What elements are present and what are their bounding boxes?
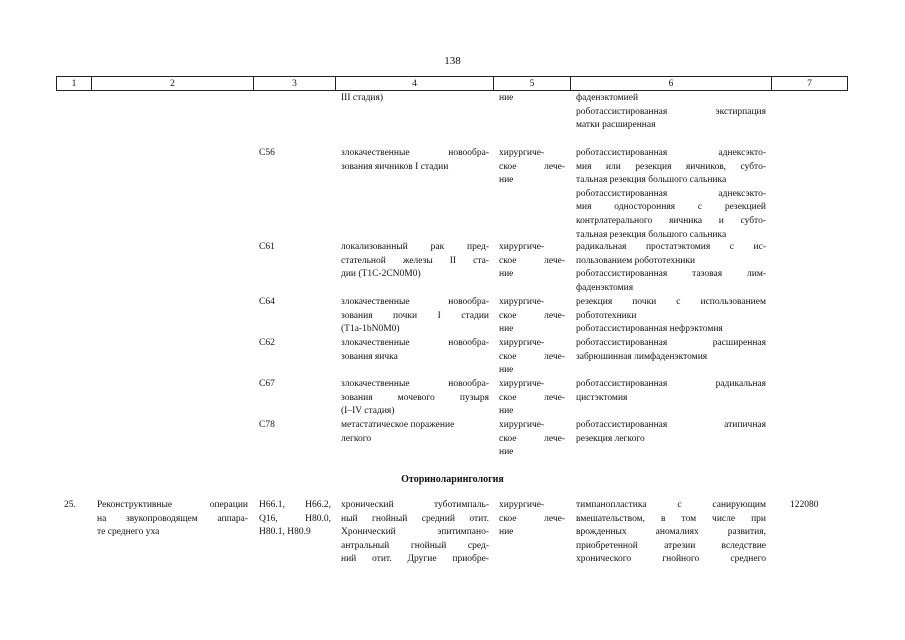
method-line: роботассистированная радикальная bbox=[576, 379, 766, 389]
col-number-7: 7 bbox=[807, 79, 812, 89]
diagnosis-line: зования мочевого пузыря bbox=[341, 392, 489, 403]
diagnosis-line: Хронический эпитимпано- bbox=[341, 527, 489, 538]
treatment-line: хирургиче- bbox=[499, 242, 545, 252]
table-row-code: C64 bbox=[259, 297, 275, 307]
table-row-continuation-treatment bbox=[499, 92, 565, 106]
diagnosis-line: зования почки I стадии bbox=[341, 310, 489, 321]
treatment-line: ское лече- bbox=[499, 310, 565, 321]
method-line: фаденэктомией bbox=[576, 93, 639, 103]
table-row-diagnosis bbox=[341, 147, 489, 174]
entry-code-line: H66.1, H66.2, bbox=[259, 500, 331, 510]
entry-number: 25. bbox=[64, 500, 76, 510]
entry-treatment bbox=[499, 499, 565, 540]
diagnosis-line: зования яичка bbox=[341, 351, 398, 362]
method-line: врожденных аномалиях развития, bbox=[576, 527, 766, 538]
page-number: 138 bbox=[444, 55, 461, 67]
table-row-diagnosis bbox=[341, 378, 489, 419]
method-line: роботассистированная экстирпация bbox=[576, 106, 766, 117]
treatment-line: ние bbox=[499, 324, 514, 335]
method-line: забрюшинная лимфаденэктомия bbox=[576, 351, 708, 362]
diagnosis-line: метастатическое поражение bbox=[341, 420, 455, 430]
entry-method bbox=[576, 499, 766, 567]
entry-name-line: Реконструктивные операции bbox=[97, 500, 248, 510]
entry-diagnosis bbox=[341, 499, 489, 567]
table-row-code: C78 bbox=[259, 420, 275, 430]
table-row-method bbox=[576, 337, 766, 364]
col-number-4: 4 bbox=[412, 79, 417, 89]
diagnosis-line: злокачественные новообра- bbox=[341, 148, 489, 158]
method-line: вмешательством, в том числе при bbox=[576, 513, 766, 524]
treatment-line: хирургиче- bbox=[499, 338, 545, 348]
method-line: тальная резекция большого сальника bbox=[576, 175, 727, 186]
method-line: резекция легкого bbox=[576, 433, 645, 444]
method-line: мия односторонняя с резекцией bbox=[576, 202, 766, 213]
method-line: резекция почки с использованием bbox=[576, 297, 766, 307]
diagnosis-line: ний отит. Другие приобре- bbox=[341, 554, 489, 565]
treatment-line: ское лече- bbox=[499, 513, 565, 524]
treatment-line: ское лече- bbox=[499, 351, 565, 362]
table-row-treatment bbox=[499, 378, 565, 419]
table-row-continuation-method bbox=[576, 92, 766, 133]
table-row-method bbox=[576, 241, 766, 295]
method-line: тальная резекция большого сальника bbox=[576, 229, 727, 240]
entry-cost: 122080 bbox=[790, 500, 819, 510]
method-line: роботассистированная расширенная bbox=[576, 338, 766, 348]
method-line: приобретенной атрезии вследствие bbox=[576, 540, 766, 551]
section-title: Оториноларингология bbox=[401, 474, 504, 485]
table-row-treatment bbox=[499, 147, 565, 188]
table-row-code: C62 bbox=[259, 338, 275, 348]
diagnosis-line: стательной железы II ста- bbox=[341, 255, 489, 266]
treatment-line: ние bbox=[499, 365, 514, 376]
entry-code-line: H80.1, H80.9 bbox=[259, 527, 311, 538]
diagnosis-line: злокачественные новообра- bbox=[341, 297, 489, 307]
col-number-6: 6 bbox=[668, 79, 674, 89]
treatment-line: ние bbox=[499, 527, 514, 538]
method-line: роботассистированная тазовая лим- bbox=[576, 269, 766, 280]
diagnosis-line: легкого bbox=[341, 433, 372, 444]
treatment-line: ние bbox=[499, 93, 514, 103]
table-row-method bbox=[576, 378, 766, 405]
method-line: роботассистированная аднексэкто- bbox=[576, 188, 766, 199]
entry-codes bbox=[259, 499, 331, 540]
diagnosis-line: ный гнойный средний отит. bbox=[341, 513, 489, 524]
table-header-bottom-border bbox=[56, 90, 848, 91]
method-line: робототехники bbox=[576, 310, 637, 321]
treatment-line: ние bbox=[499, 269, 514, 280]
treatment-line: хирургиче- bbox=[499, 379, 545, 389]
table-row-treatment bbox=[499, 241, 565, 282]
col-number-1: 1 bbox=[71, 79, 77, 89]
diagnosis-line: III стадия) bbox=[341, 93, 384, 103]
method-line: хронического гнойного среднего bbox=[576, 554, 766, 565]
treatment-line: хирургиче- bbox=[499, 500, 545, 510]
diagnosis-line: злокачественные новообра- bbox=[341, 338, 489, 348]
table-row-code: C67 bbox=[259, 379, 275, 389]
treatment-line: хирургиче- bbox=[499, 420, 545, 430]
diagnosis-line: дии (T1C-2CN0M0) bbox=[341, 269, 421, 280]
col-divider-7 bbox=[847, 76, 848, 91]
treatment-line: ское лече- bbox=[499, 433, 565, 444]
method-line: мия или резекция яичников, субто- bbox=[576, 161, 766, 172]
diagnosis-line: злокачественные новообра- bbox=[341, 379, 489, 389]
table-row-continuation-diagnosis bbox=[341, 92, 489, 106]
table-row-code: C56 bbox=[259, 148, 275, 158]
treatment-line: ние bbox=[499, 406, 514, 417]
table-row-method bbox=[576, 147, 766, 242]
method-line: контрлатерального яичника и субто- bbox=[576, 215, 766, 226]
treatment-line: ское лече- bbox=[499, 392, 565, 403]
diagnosis-line: антральный гнойный сред- bbox=[341, 540, 489, 551]
entry-name-line: на звукопроводящем аппара- bbox=[97, 513, 248, 524]
method-line: роботассистированная аднексэкто- bbox=[576, 148, 766, 158]
method-line: цистэктомия bbox=[576, 392, 628, 403]
treatment-line: ние bbox=[499, 175, 514, 186]
entry-name-line: те среднего уха bbox=[97, 527, 160, 538]
diagnosis-line: локализованный рак пред- bbox=[341, 242, 489, 252]
table-row-diagnosis bbox=[341, 241, 489, 282]
table-row-code: C61 bbox=[259, 242, 275, 252]
col-number-5: 5 bbox=[529, 79, 535, 89]
table-row-method bbox=[576, 419, 766, 446]
col-number-3: 3 bbox=[292, 79, 297, 89]
entry-code-line: Q16, H80.0, bbox=[259, 513, 331, 524]
table-row-diagnosis bbox=[341, 419, 489, 446]
diagnosis-line: зования яичников I стадии bbox=[341, 161, 449, 172]
table-row-method bbox=[576, 296, 766, 337]
table-row-diagnosis bbox=[341, 296, 489, 337]
method-line: тимпанопластика с санирующим bbox=[576, 500, 766, 510]
diagnosis-line: хронический туботимпаль- bbox=[341, 500, 489, 510]
treatment-line: хирургиче- bbox=[499, 297, 545, 307]
table-row-diagnosis bbox=[341, 337, 489, 364]
diagnosis-line: (I–IV стадия) bbox=[341, 406, 395, 417]
method-line: радикальная простатэктомия с ис- bbox=[576, 242, 766, 252]
table-row-treatment bbox=[499, 296, 565, 337]
table-top-border bbox=[56, 76, 848, 77]
method-line: матки расширенная bbox=[576, 120, 656, 131]
method-line: фаденэктомия bbox=[576, 282, 634, 293]
diagnosis-line: (T1a-1bN0M0) bbox=[341, 324, 400, 335]
col-number-2: 2 bbox=[170, 79, 175, 89]
entry-name bbox=[97, 499, 248, 540]
treatment-line: ское лече- bbox=[499, 161, 565, 172]
treatment-line: ние bbox=[499, 447, 514, 458]
table-row-treatment bbox=[499, 337, 565, 378]
treatment-line: хирургиче- bbox=[499, 148, 545, 158]
method-line: роботассистированная нефрэктомия bbox=[576, 324, 723, 335]
table-row-treatment bbox=[499, 419, 565, 460]
method-line: роботассистированная атипичная bbox=[576, 420, 766, 430]
method-line: пользованием робототехники bbox=[576, 255, 696, 266]
treatment-line: ское лече- bbox=[499, 255, 565, 266]
